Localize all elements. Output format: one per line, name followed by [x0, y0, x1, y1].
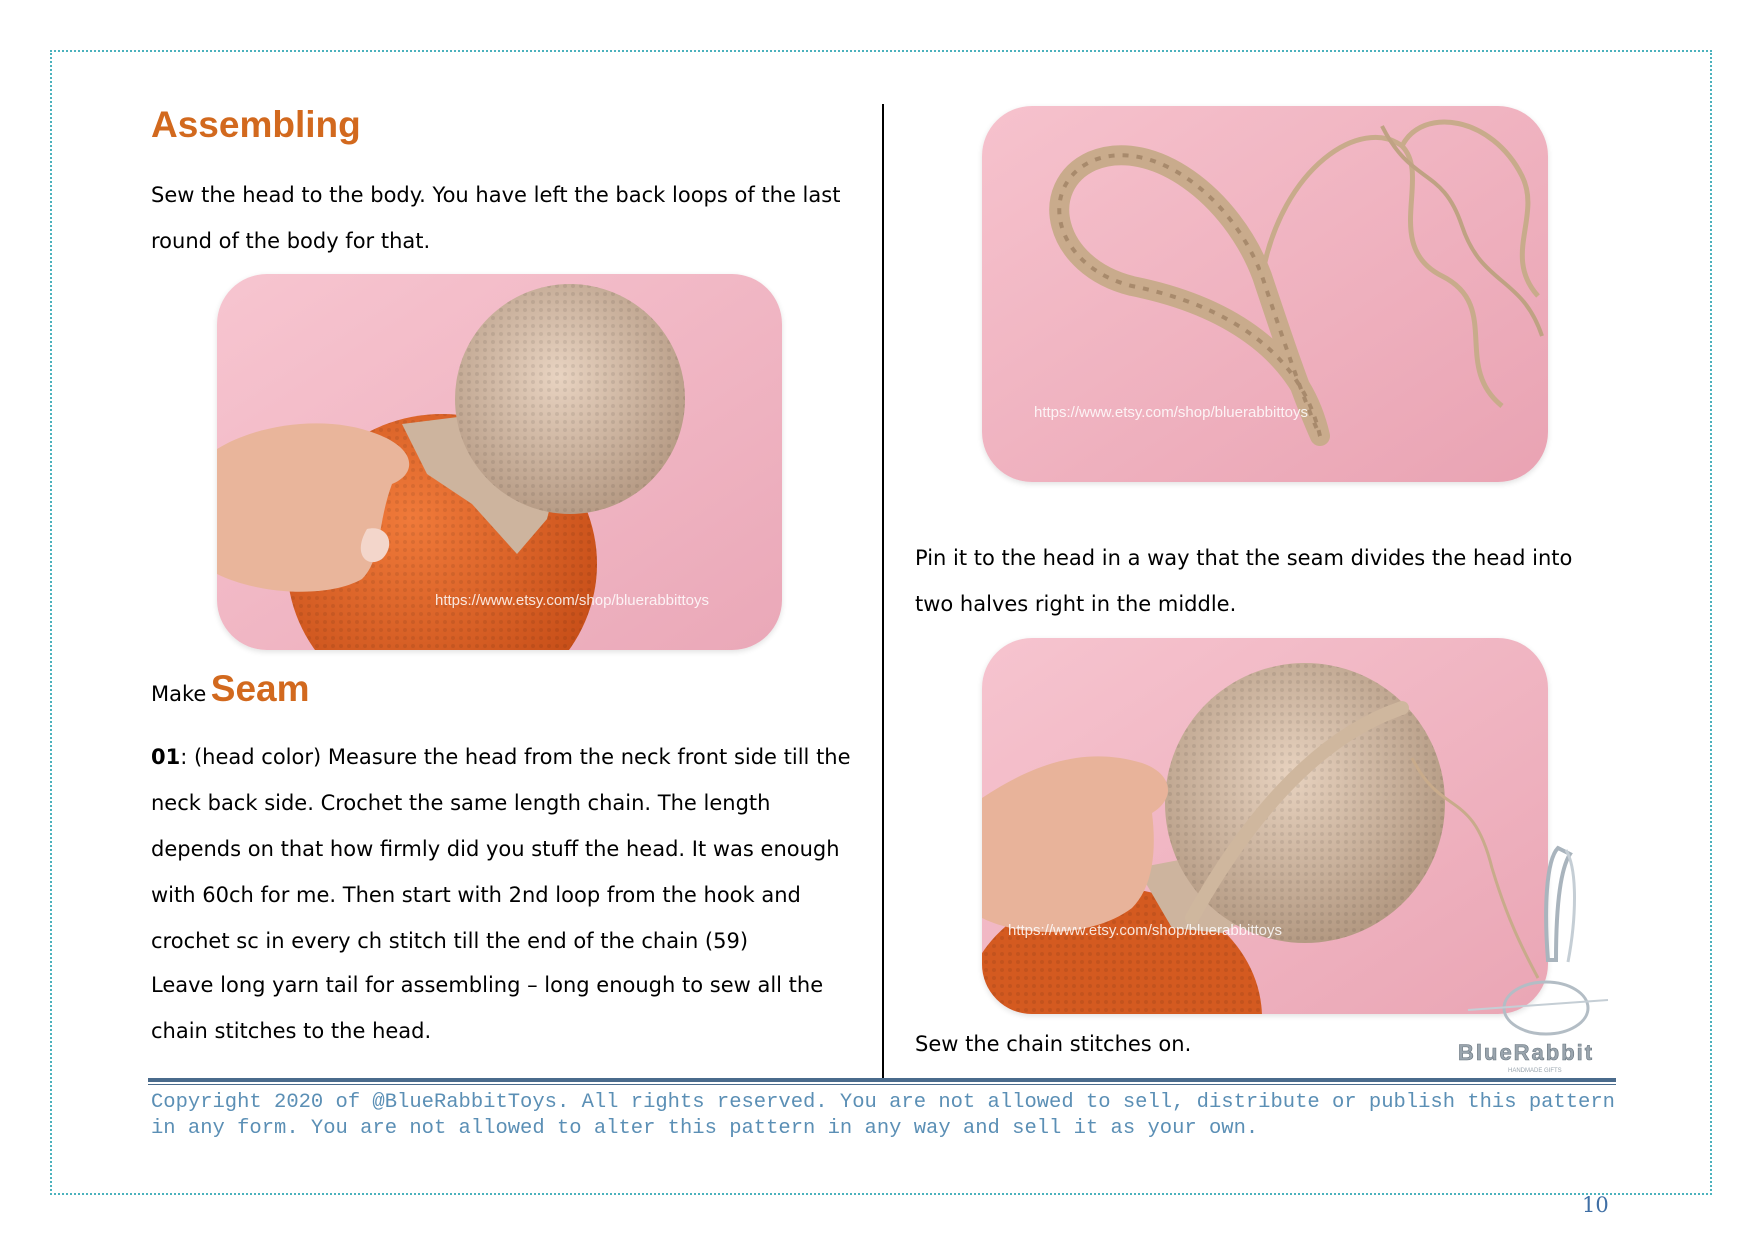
- make-seam-heading: [151, 668, 310, 710]
- logo-wordmark: BlueRabbit: [1458, 1040, 1595, 1065]
- photo-head-on-body: [217, 274, 782, 650]
- logo-tagline: HANDMADE GIFTS: [1508, 1068, 1562, 1074]
- bluerabbit-logo: [1448, 840, 1618, 1076]
- step-number: 01: [151, 745, 181, 769]
- section-title-assembling: Assembling: [151, 104, 361, 145]
- yarn-tail-note: Leave long yarn tail for assembling – long enough to sew all the chain stitches to the head.: [151, 973, 824, 1043]
- section-title-seam: Seam: [210, 668, 310, 709]
- sew-instruction: Sew the chain stitches on.: [915, 1032, 1192, 1056]
- photo3-watermark: https://www.etsy.com/shop/bluerabbittoys: [1008, 922, 1283, 939]
- photo1-watermark: https://www.etsy.com/shop/bluerabbittoys: [435, 592, 710, 609]
- assembling-intro: Sew the head to the body. You have left the back loops of the last round of the body for that.: [151, 183, 841, 253]
- step-01: [151, 734, 851, 964]
- photo-chain: [982, 106, 1548, 482]
- page-number: 10: [1582, 1193, 1609, 1217]
- footer-rule-thin: [148, 1084, 1616, 1085]
- pin-instruction: Pin it to the head in a way that the seam divides the head into two halves right in the middle.: [915, 546, 1573, 616]
- copyright-notice: Copyright 2020 of @BlueRabbitToys. All rights reserved. You are not allowed to sell, distribute or publish this pattern in any form. You are not allowed to alter this pattern in any way and sell it as your own.: [151, 1091, 1615, 1140]
- photo2-watermark: https://www.etsy.com/shop/bluerabbittoys: [1034, 404, 1309, 421]
- make-label: Make: [151, 682, 207, 706]
- step-01-text: : (head color) Measure the head from the neck front side till the neck back side. Crochet the same length chain. The length depends on that how firmly did you stuff the head. It was enough with 60ch for me. Then start with 2nd loop from the hook and crochet sc in every ch stitch till the end of the chain (59): [151, 745, 851, 953]
- column-divider: [882, 104, 884, 1080]
- footer-rule: [148, 1078, 1616, 1082]
